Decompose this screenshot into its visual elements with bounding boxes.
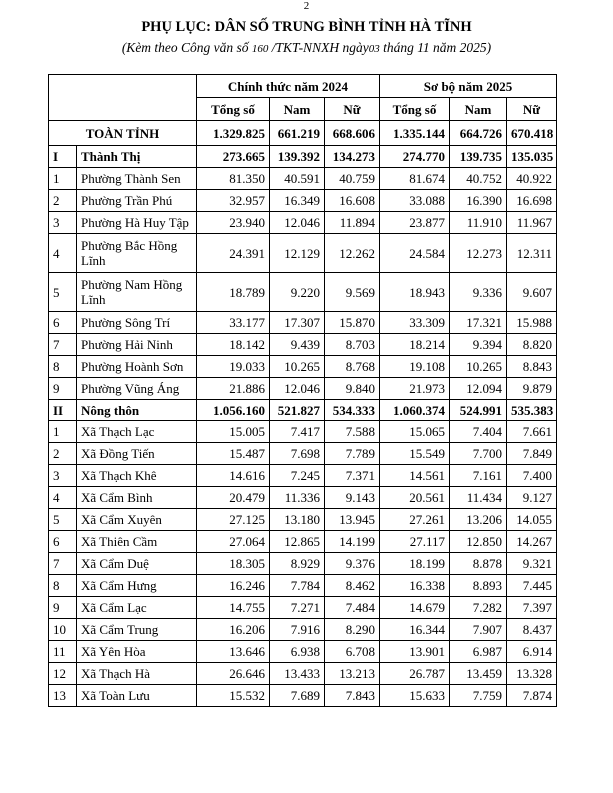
table-body <box>49 75 557 707</box>
name-cell: Xã Đồng Tiến <box>77 443 197 465</box>
value-cell: 12.129 <box>270 234 325 273</box>
value-cell: 7.397 <box>507 597 557 619</box>
value-cell: 7.700 <box>450 443 507 465</box>
value-cell: 1.060.374 <box>380 400 450 421</box>
value-cell: 27.125 <box>197 509 270 531</box>
value-cell: 13.433 <box>270 663 325 685</box>
value-cell: 9.143 <box>325 487 380 509</box>
value-cell: 7.161 <box>450 465 507 487</box>
value-cell: 15.487 <box>197 443 270 465</box>
value-cell: 16.698 <box>507 190 557 212</box>
table-row <box>49 421 557 443</box>
table-row <box>49 190 557 212</box>
value-cell: 8.768 <box>325 356 380 378</box>
value-cell: 273.665 <box>197 146 270 168</box>
value-cell: 7.698 <box>270 443 325 465</box>
value-cell: 15.532 <box>197 685 270 707</box>
section-row-urban <box>49 146 557 168</box>
value-cell: 6.987 <box>450 641 507 663</box>
value-cell: 18.305 <box>197 553 270 575</box>
row-number-cell: 6 <box>49 312 77 334</box>
total-label: TOÀN TỈNH <box>49 121 197 146</box>
value-cell: 33.088 <box>380 190 450 212</box>
value-cell: 11.910 <box>450 212 507 234</box>
name-cell: Phường Trần Phú <box>77 190 197 212</box>
value-cell: 139.392 <box>270 146 325 168</box>
table-row <box>49 531 557 553</box>
row-number-cell: 8 <box>49 356 77 378</box>
name-cell: Xã Toàn Lưu <box>77 685 197 707</box>
value-cell: 7.282 <box>450 597 507 619</box>
value-cell: 32.957 <box>197 190 270 212</box>
value-cell: 668.606 <box>325 121 380 146</box>
value-cell: 40.759 <box>325 168 380 190</box>
value-cell: 524.991 <box>450 400 507 421</box>
table-row <box>49 663 557 685</box>
value-cell: 9.569 <box>325 273 380 312</box>
value-cell: 33.177 <box>197 312 270 334</box>
table-row <box>49 619 557 641</box>
header-female-2025: Nữ <box>507 98 557 121</box>
name-cell: Phường Bắc Hồng Lĩnh <box>77 234 197 273</box>
value-cell: 13.646 <box>197 641 270 663</box>
value-cell: 81.674 <box>380 168 450 190</box>
value-cell: 535.383 <box>507 400 557 421</box>
value-cell: 40.922 <box>507 168 557 190</box>
value-cell: 19.033 <box>197 356 270 378</box>
value-cell: 15.549 <box>380 443 450 465</box>
name-cell: Xã Yên Hòa <box>77 641 197 663</box>
table-row <box>49 212 557 234</box>
row-number-cell: 3 <box>49 212 77 234</box>
value-cell: 13.328 <box>507 663 557 685</box>
table-row <box>49 685 557 707</box>
value-cell: 9.607 <box>507 273 557 312</box>
value-cell: 9.336 <box>450 273 507 312</box>
value-cell: 14.561 <box>380 465 450 487</box>
row-number-cell: 7 <box>49 553 77 575</box>
value-cell: 7.907 <box>450 619 507 641</box>
row-number-cell: 10 <box>49 619 77 641</box>
row-number-cell: 4 <box>49 487 77 509</box>
value-cell: 13.459 <box>450 663 507 685</box>
value-cell: 10.265 <box>450 356 507 378</box>
name-cell: Xã Cẩm Trung <box>77 619 197 641</box>
value-cell: 12.865 <box>270 531 325 553</box>
value-cell: 9.220 <box>270 273 325 312</box>
name-cell: Phường Hoành Sơn <box>77 356 197 378</box>
value-cell: 27.064 <box>197 531 270 553</box>
row-number-cell: 9 <box>49 378 77 400</box>
header-male-2025: Nam <box>450 98 507 121</box>
value-cell: 7.371 <box>325 465 380 487</box>
population-table <box>48 74 557 707</box>
value-cell: 23.940 <box>197 212 270 234</box>
value-cell: 135.035 <box>507 146 557 168</box>
value-cell: 274.770 <box>380 146 450 168</box>
value-cell: 40.752 <box>450 168 507 190</box>
value-cell: 13.206 <box>450 509 507 531</box>
table-row <box>49 378 557 400</box>
section-row-rural <box>49 400 557 421</box>
row-number-cell: 5 <box>49 273 77 312</box>
value-cell: 6.938 <box>270 641 325 663</box>
value-cell: 6.708 <box>325 641 380 663</box>
value-cell: 11.336 <box>270 487 325 509</box>
value-cell: 13.213 <box>325 663 380 685</box>
header-group-2024: Chính thức năm 2024 <box>197 75 380 98</box>
value-cell: 7.445 <box>507 575 557 597</box>
value-cell: 14.755 <box>197 597 270 619</box>
total-row <box>49 121 557 146</box>
table-row <box>49 553 557 575</box>
value-cell: 7.759 <box>450 685 507 707</box>
value-cell: 11.434 <box>450 487 507 509</box>
document-number: 160 <box>251 43 269 55</box>
table-row <box>49 597 557 619</box>
value-cell: 8.893 <box>450 575 507 597</box>
value-cell: 661.219 <box>270 121 325 146</box>
value-cell: 8.820 <box>507 334 557 356</box>
value-cell: 9.321 <box>507 553 557 575</box>
value-cell: 33.309 <box>380 312 450 334</box>
value-cell: 521.827 <box>270 400 325 421</box>
value-cell: 534.333 <box>325 400 380 421</box>
value-cell: 11.894 <box>325 212 380 234</box>
value-cell: 8.843 <box>507 356 557 378</box>
value-cell: 14.267 <box>507 531 557 553</box>
value-cell: 24.391 <box>197 234 270 273</box>
row-number-cell: 1 <box>49 168 77 190</box>
value-cell: 8.462 <box>325 575 380 597</box>
value-cell: 7.271 <box>270 597 325 619</box>
page-title: PHỤ LỤC: DÂN SỐ TRUNG BÌNH TỈNH HÀ TĨNH <box>141 19 472 35</box>
value-cell: 12.850 <box>450 531 507 553</box>
value-cell: 7.689 <box>270 685 325 707</box>
value-cell: 7.784 <box>270 575 325 597</box>
value-cell: 16.608 <box>325 190 380 212</box>
value-cell: 26.646 <box>197 663 270 685</box>
name-cell: Xã Cẩm Xuyên <box>77 509 197 531</box>
table-row <box>49 487 557 509</box>
value-cell: 7.245 <box>270 465 325 487</box>
value-cell: 27.117 <box>380 531 450 553</box>
value-cell: 18.199 <box>380 553 450 575</box>
value-cell: 12.262 <box>325 234 380 273</box>
row-number-cell: II <box>49 400 77 421</box>
table-row <box>49 168 557 190</box>
subtitle-part-2: /TKT-NNXH ngày <box>268 40 369 55</box>
name-cell: Xã Cẩm Duệ <box>77 553 197 575</box>
table-row <box>49 443 557 465</box>
value-cell: 9.394 <box>450 334 507 356</box>
value-cell: 27.261 <box>380 509 450 531</box>
row-number-cell: 7 <box>49 334 77 356</box>
row-number-cell: 13 <box>49 685 77 707</box>
value-cell: 12.046 <box>270 212 325 234</box>
value-cell: 26.787 <box>380 663 450 685</box>
value-cell: 15.005 <box>197 421 270 443</box>
value-cell: 8.290 <box>325 619 380 641</box>
name-cell: Xã Thạch Lạc <box>77 421 197 443</box>
value-cell: 18.789 <box>197 273 270 312</box>
value-cell: 16.349 <box>270 190 325 212</box>
value-cell: 1.329.825 <box>197 121 270 146</box>
value-cell: 9.127 <box>507 487 557 509</box>
value-cell: 16.344 <box>380 619 450 641</box>
name-cell: Phường Sông Trí <box>77 312 197 334</box>
row-number-cell: 4 <box>49 234 77 273</box>
header-group-2025: Sơ bộ năm 2025 <box>380 75 557 98</box>
row-number-cell: 1 <box>49 421 77 443</box>
table-row <box>49 312 557 334</box>
name-cell: Xã Cẩm Bình <box>77 487 197 509</box>
value-cell: 19.108 <box>380 356 450 378</box>
value-cell: 15.065 <box>380 421 450 443</box>
value-cell: 18.142 <box>197 334 270 356</box>
value-cell: 12.273 <box>450 234 507 273</box>
page-number: 2 <box>303 0 310 12</box>
value-cell: 12.046 <box>270 378 325 400</box>
name-cell: Xã Thiên Cầm <box>77 531 197 553</box>
subtitle-part-1: (Kèm theo Công văn số <box>121 40 252 55</box>
table-row <box>49 509 557 531</box>
table-row <box>49 273 557 312</box>
row-number-cell: 8 <box>49 575 77 597</box>
value-cell: 16.246 <box>197 575 270 597</box>
value-cell: 16.206 <box>197 619 270 641</box>
table-row <box>49 465 557 487</box>
value-cell: 7.484 <box>325 597 380 619</box>
name-cell: Xã Thạch Hà <box>77 663 197 685</box>
value-cell: 1.335.144 <box>380 121 450 146</box>
value-cell: 12.094 <box>450 378 507 400</box>
value-cell: 15.870 <box>325 312 380 334</box>
subtitle-part-3: tháng 11 năm 2025) <box>379 40 492 55</box>
name-cell: Thành Thị <box>77 146 197 168</box>
value-cell: 14.199 <box>325 531 380 553</box>
value-cell: 40.591 <box>270 168 325 190</box>
value-cell: 21.973 <box>380 378 450 400</box>
value-cell: 139.735 <box>450 146 507 168</box>
value-cell: 9.840 <box>325 378 380 400</box>
value-cell: 7.417 <box>270 421 325 443</box>
value-cell: 7.843 <box>325 685 380 707</box>
table-row <box>49 356 557 378</box>
value-cell: 134.273 <box>325 146 380 168</box>
value-cell: 15.633 <box>380 685 450 707</box>
value-cell: 12.311 <box>507 234 557 273</box>
value-cell: 7.588 <box>325 421 380 443</box>
value-cell: 13.180 <box>270 509 325 531</box>
value-cell: 13.945 <box>325 509 380 531</box>
table-row <box>49 234 557 273</box>
table-row <box>49 334 557 356</box>
table-row <box>49 641 557 663</box>
name-cell: Xã Thạch Khê <box>77 465 197 487</box>
row-number-cell: I <box>49 146 77 168</box>
value-cell: 670.418 <box>507 121 557 146</box>
header-row-groups <box>49 75 557 98</box>
value-cell: 7.661 <box>507 421 557 443</box>
row-number-cell: 6 <box>49 531 77 553</box>
header-male-2024: Nam <box>270 98 325 121</box>
header-blank-cell <box>49 75 197 121</box>
value-cell: 15.988 <box>507 312 557 334</box>
name-cell: Xã Cẩm Hưng <box>77 575 197 597</box>
value-cell: 8.437 <box>507 619 557 641</box>
header-total-2024: Tổng số <box>197 98 270 121</box>
value-cell: 20.561 <box>380 487 450 509</box>
table-row <box>49 575 557 597</box>
value-cell: 14.055 <box>507 509 557 531</box>
row-number-cell: 2 <box>49 443 77 465</box>
value-cell: 18.214 <box>380 334 450 356</box>
name-cell: Xã Cẩm Lạc <box>77 597 197 619</box>
value-cell: 9.376 <box>325 553 380 575</box>
value-cell: 7.849 <box>507 443 557 465</box>
value-cell: 16.338 <box>380 575 450 597</box>
value-cell: 8.703 <box>325 334 380 356</box>
value-cell: 7.789 <box>325 443 380 465</box>
page-subtitle <box>0 40 613 57</box>
value-cell: 7.404 <box>450 421 507 443</box>
row-number-cell: 12 <box>49 663 77 685</box>
row-number-cell: 11 <box>49 641 77 663</box>
value-cell: 81.350 <box>197 168 270 190</box>
name-cell: Phường Hải Ninh <box>77 334 197 356</box>
row-number-cell: 9 <box>49 597 77 619</box>
row-number-cell: 5 <box>49 509 77 531</box>
value-cell: 18.943 <box>380 273 450 312</box>
name-cell: Phường Thành Sen <box>77 168 197 190</box>
value-cell: 24.584 <box>380 234 450 273</box>
value-cell: 14.679 <box>380 597 450 619</box>
document-day: 03 <box>368 43 380 55</box>
value-cell: 9.439 <box>270 334 325 356</box>
header-female-2024: Nữ <box>325 98 380 121</box>
value-cell: 14.616 <box>197 465 270 487</box>
value-cell: 7.400 <box>507 465 557 487</box>
value-cell: 664.726 <box>450 121 507 146</box>
row-number-cell: 3 <box>49 465 77 487</box>
name-cell: Phường Hà Huy Tập <box>77 212 197 234</box>
value-cell: 13.901 <box>380 641 450 663</box>
value-cell: 7.916 <box>270 619 325 641</box>
value-cell: 7.874 <box>507 685 557 707</box>
value-cell: 17.321 <box>450 312 507 334</box>
value-cell: 11.967 <box>507 212 557 234</box>
header-total-2025: Tổng số <box>380 98 450 121</box>
name-cell: Phường Vũng Áng <box>77 378 197 400</box>
value-cell: 16.390 <box>450 190 507 212</box>
row-number-cell: 2 <box>49 190 77 212</box>
value-cell: 6.914 <box>507 641 557 663</box>
value-cell: 8.929 <box>270 553 325 575</box>
value-cell: 17.307 <box>270 312 325 334</box>
value-cell: 8.878 <box>450 553 507 575</box>
value-cell: 9.879 <box>507 378 557 400</box>
value-cell: 23.877 <box>380 212 450 234</box>
value-cell: 1.056.160 <box>197 400 270 421</box>
value-cell: 21.886 <box>197 378 270 400</box>
name-cell: Phường Nam Hồng Lĩnh <box>77 273 197 312</box>
name-cell: Nông thôn <box>77 400 197 421</box>
value-cell: 20.479 <box>197 487 270 509</box>
value-cell: 10.265 <box>270 356 325 378</box>
